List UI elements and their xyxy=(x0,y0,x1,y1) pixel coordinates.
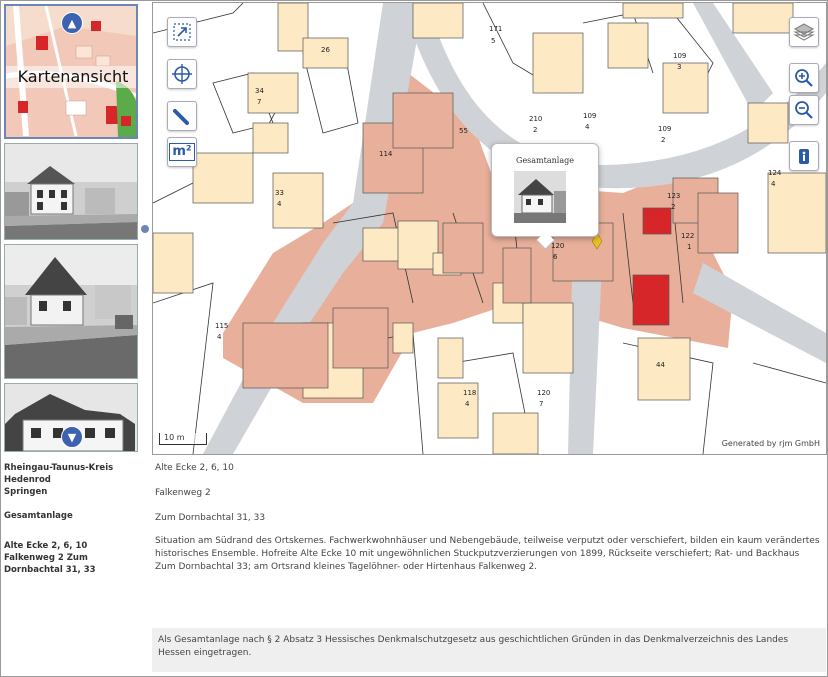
town-label: Hedenrod xyxy=(4,475,51,485)
parcel-number: 118 xyxy=(463,389,477,397)
parcel-number: 5 xyxy=(491,37,496,45)
map-thumbnail-label: Kartenansicht xyxy=(6,66,138,88)
parcel-number: 26 xyxy=(321,46,330,54)
image-sidebar xyxy=(4,4,138,452)
parcel-number: 123 xyxy=(667,192,681,200)
parcel-number: 114 xyxy=(379,150,393,158)
legal-notice: Als Gesamtanlage nach § 2 Absatz 3 Hessisches Denkmalschutzgesetz aus geschichtlichen Gründen in das Denkmalverzeichnis des Landes Hessen eingetragen. xyxy=(152,628,826,672)
parcel-number: 171 xyxy=(489,25,503,33)
parcel-number: 6 xyxy=(553,253,558,261)
monument-building[interactable] xyxy=(643,208,671,234)
parcel-number: 4 xyxy=(771,180,776,188)
address-label-1: Alte Ecke 2, 6, 10 xyxy=(4,541,88,551)
parcel-number: 1 xyxy=(687,243,692,251)
parcel-number: 120 xyxy=(551,242,565,250)
parcel-number: 109 xyxy=(583,112,597,120)
layers-icon[interactable] xyxy=(789,17,819,47)
parcel-number: 34 xyxy=(255,87,264,95)
area-m2-icon[interactable] xyxy=(167,137,197,167)
parcel-number: 2 xyxy=(533,126,538,134)
parcel-number: 109 xyxy=(673,52,687,60)
parcel-number: 4 xyxy=(465,400,470,408)
chevron-down-icon[interactable]: ▼ xyxy=(61,426,83,448)
popup-photo[interactable] xyxy=(514,171,566,223)
address-label-3: Dornbachtal 31, 33 xyxy=(4,565,96,575)
map-view[interactable] xyxy=(152,2,827,455)
info-icon[interactable] xyxy=(789,141,819,171)
parcel-number: 120 xyxy=(537,389,551,397)
parcel-number: 115 xyxy=(215,322,229,330)
monument-building[interactable] xyxy=(633,275,669,325)
parcel-number: 210 xyxy=(529,115,543,123)
map-attribution: Generated by rjm GmbH xyxy=(721,439,820,448)
address-a: Alte Ecke 2, 6, 10 xyxy=(155,463,234,473)
type-label: Gesamtanlage xyxy=(4,511,73,521)
popup-title: Gesamtanlage xyxy=(516,156,574,165)
parcel-number: 2 xyxy=(661,136,666,144)
area-m2-label: m² xyxy=(169,143,194,161)
sidebar-resize-handle[interactable] xyxy=(141,225,149,233)
parcel-number: 2 xyxy=(671,203,676,211)
locality-label: Springen xyxy=(4,487,48,497)
parcel-number: 44 xyxy=(656,361,665,369)
cadastral-map[interactable] xyxy=(153,3,826,454)
crosshair-icon[interactable] xyxy=(167,59,197,89)
parcel-number: 109 xyxy=(658,125,672,133)
address-label-2: Falkenweg 2 Zum xyxy=(4,553,88,563)
parcel-number: 122 xyxy=(681,232,695,240)
address-b: Falkenweg 2 xyxy=(155,488,211,498)
parcel-number: 7 xyxy=(257,98,262,106)
parcel-number: 33 xyxy=(275,189,284,197)
parcel-number: 124 xyxy=(768,169,782,177)
info-details xyxy=(155,462,821,574)
parcel-number: 4 xyxy=(277,200,282,208)
chevron-up-icon[interactable]: ▲ xyxy=(61,12,83,34)
ruler-icon[interactable] xyxy=(167,101,197,131)
zoom-in-icon[interactable] xyxy=(789,63,819,93)
expand-arrow-icon[interactable] xyxy=(167,17,197,47)
district-label: Rheingau-Taunus-Kreis xyxy=(4,463,114,473)
house-photo-1 xyxy=(5,144,137,239)
parcel-number: 4 xyxy=(585,123,590,131)
info-labels xyxy=(4,462,152,576)
map-popup[interactable] xyxy=(491,143,599,237)
zoom-out-icon[interactable] xyxy=(789,95,819,125)
photo-thumbnail-2[interactable] xyxy=(4,244,138,379)
parcel-number: 7 xyxy=(539,400,544,408)
scale-bar: 10 m xyxy=(159,433,207,445)
parcel-number: 55 xyxy=(459,127,468,135)
description-text: Situation am Südrand des Ortskernes. Fachwerkwohnhäuser und Nebengebäude, teilweise verputzt oder verschiefert, bilden ein kaum verändertes historisches Ensemble. Hofreite Alte Ecke 10 mit ungewöhnlichen Stuckputzverzierungen von 1899, Rückseite verschiefert; Rat- und Backhaus Zum Dornbachtal 33; am Ortsrand kleines Tagelöhner- oder Hirtenhaus Falkenweg 2. xyxy=(155,536,820,572)
parcel-number: 3 xyxy=(677,63,682,71)
parcel-number: 4 xyxy=(217,333,222,341)
address-c: Zum Dornbachtal 31, 33 xyxy=(155,513,266,523)
photo-thumbnail-1[interactable] xyxy=(4,143,138,240)
house-photo-2 xyxy=(5,245,137,378)
